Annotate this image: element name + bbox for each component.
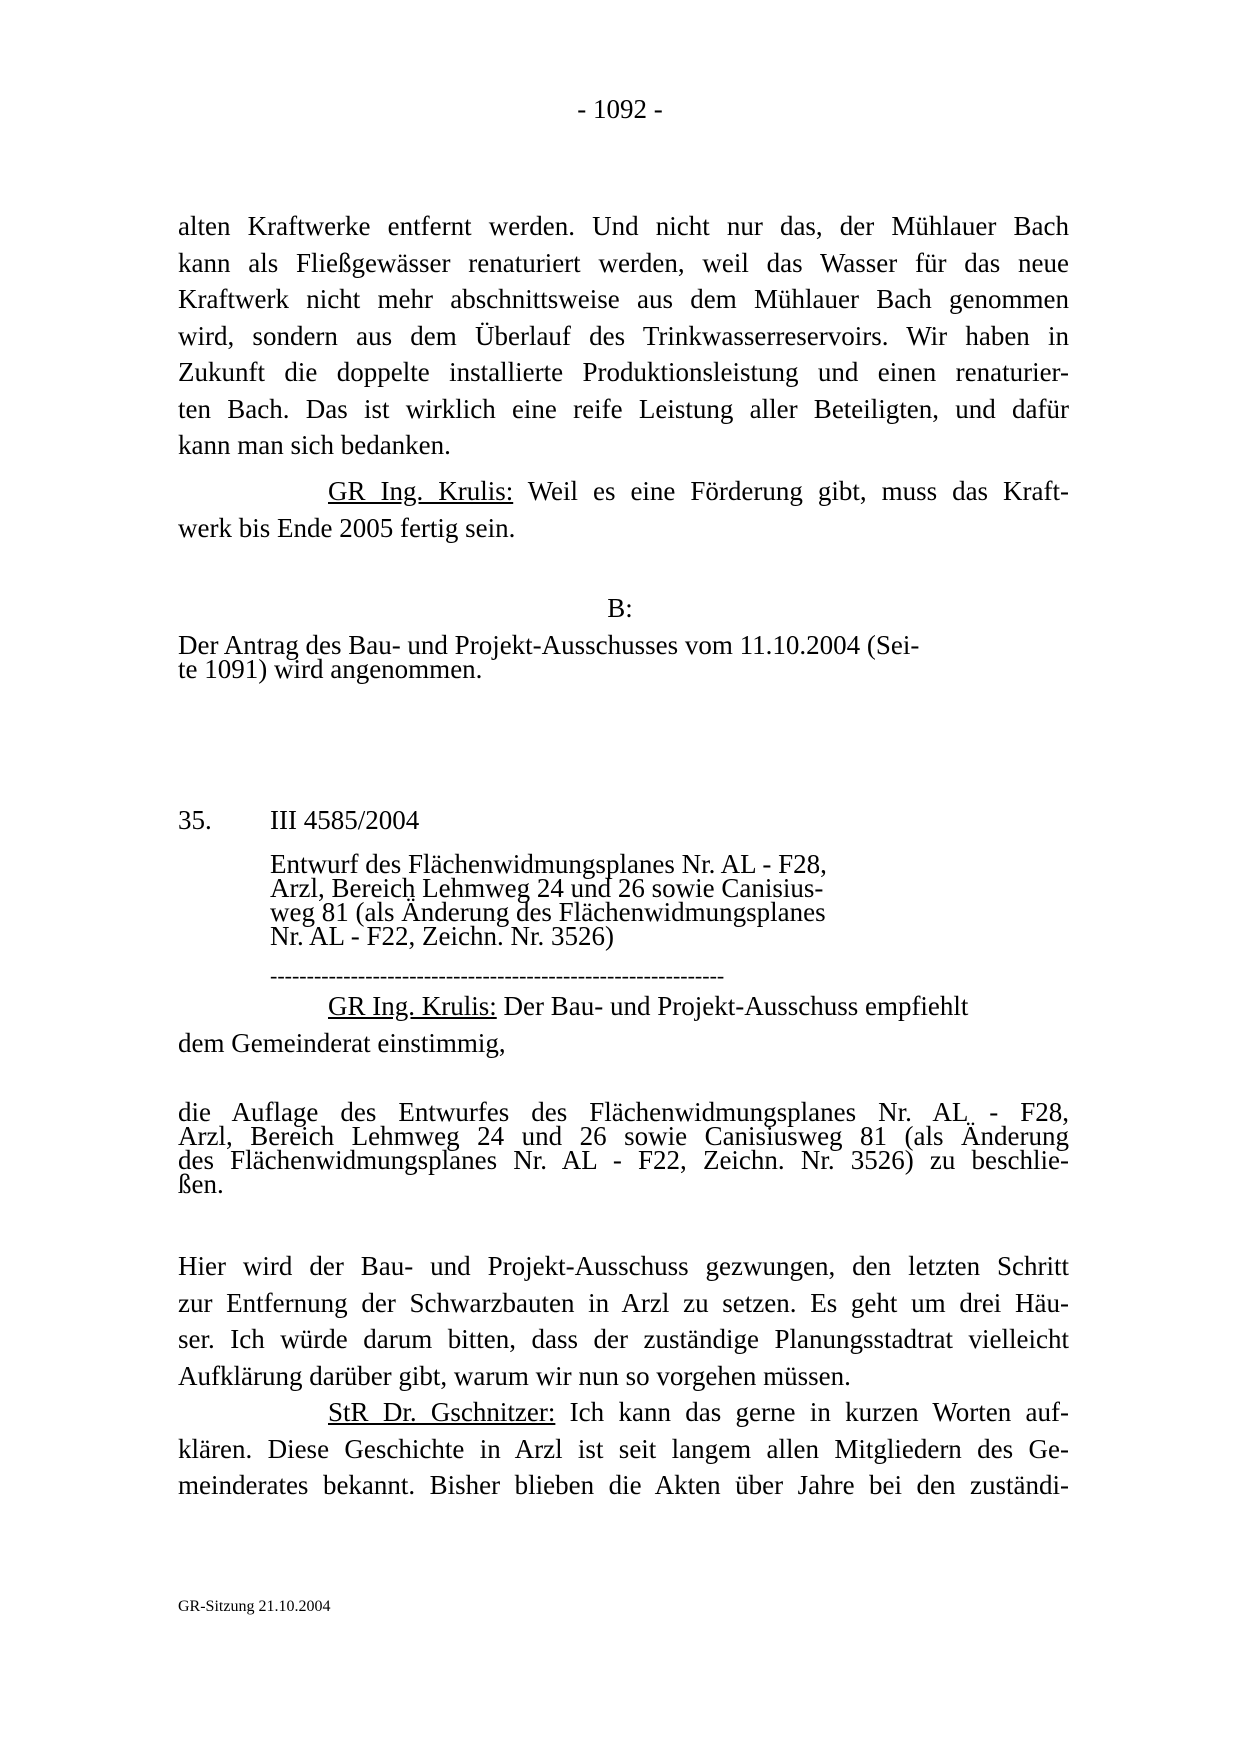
text-line: kann als Fließgewässer renaturiert werden, weil das Wasser für das neue (178, 247, 1069, 278)
text-line: zur Entfernung der Schwarzbauten in Arzl zu setzen. Es geht um drei Häu- (178, 1287, 1069, 1318)
text-line: Aufklärung darüber gibt, warum wir nun so vorgehen müssen. (178, 1360, 851, 1391)
speaker-name: GR Ing. Krulis: (328, 476, 514, 506)
title-line: Arzl, Bereich Lehmweg 24 und 26 sowie Canisius- (270, 873, 824, 903)
page-number: - 1092 - (577, 94, 663, 124)
paragraph-gschnitzer (178, 1394, 1069, 1504)
text-line: ßen. (178, 1169, 224, 1199)
text-line (178, 473, 1069, 510)
text-line (178, 988, 1069, 1025)
page-footer: GR-Sitzung 21.10.2004 (178, 1598, 331, 1615)
text-line: meinderates bekannt. Bisher blieben die Akten über Jahre bei den zuständi- (178, 1470, 1069, 1500)
resolution-text (178, 1097, 1069, 1199)
text-line: Arzl, Bereich Lehmweg 24 und 26 sowie Canisiusweg 81 (als Änderung (178, 1121, 1069, 1151)
section-b-decision (178, 630, 978, 684)
title-line: Entwurf des Flächenwidmungsplanes Nr. AL - F28, (270, 849, 827, 879)
title-line: Nr. AL - F22, Zeichn. Nr. 3526) (270, 921, 614, 951)
text-line: Der Antrag des Bau- und Projekt-Ausschusses vom 11.10.2004 (Sei- (178, 630, 920, 660)
text-line: Kraftwerk nicht mehr abschnittsweise aus dem Mühlauer Bach genommen (178, 284, 1069, 314)
paragraph-krulis-2 (178, 988, 1069, 1061)
speech-text: Ich kann das gerne in kurzen Worten auf- (555, 1397, 1069, 1427)
text-line: des Flächenwidmungsplanes Nr. AL - F22, Zeichn. Nr. 3526) zu beschlie- (178, 1145, 1069, 1175)
paragraph-statement (178, 1248, 1069, 1394)
paragraph-continuation (178, 208, 1069, 464)
speaker-name: StR Dr. Gschnitzer: (328, 1397, 556, 1427)
text-line: wird, sondern aus dem Überlauf des Trinkwasserreservoirs. Wir haben in (178, 320, 1069, 351)
text-line: ten Bach. Das ist wirklich eine reife Leistung aller Beteiligten, und dafür (178, 393, 1069, 424)
text-line: werk bis Ende 2005 fertig sein. (178, 512, 516, 543)
text-line: alten Kraftwerke entfernt werden. Und nicht nur das, der Mühlauer Bach (178, 211, 1069, 241)
text-line: klären. Diese Geschichte in Arzl ist seit langem allen Mitgliedern des Ge- (178, 1433, 1069, 1464)
text-line: dem Gemeinderat einstimmig, (178, 1027, 506, 1058)
title-line: weg 81 (als Änderung des Flächenwidmungsplanes (270, 897, 826, 927)
agenda-item-reference: III 4585/2004 (270, 805, 420, 835)
text-line: kann man sich bedanken. (178, 430, 451, 460)
text-line: die Auflage des Entwurfes des Flächenwidmungsplanes Nr. AL - F28, (178, 1097, 1069, 1127)
paragraph-krulis-1 (178, 473, 1069, 546)
title-divider: -------------------------------------------------------------- (270, 963, 725, 988)
speaker-name: GR Ing. Krulis: (328, 991, 497, 1021)
text-line: Hier wird der Bau- und Projekt-Ausschuss gezwungen, den letzten Schritt (178, 1251, 1069, 1281)
agenda-item-title (270, 849, 870, 951)
text-line (178, 1394, 1069, 1431)
speech-text: Der Bau- und Projekt-Ausschuss empfiehlt (496, 991, 969, 1021)
text-line: Zukunft die doppelte installierte Produktionsleistung und einen renaturier- (178, 357, 1069, 387)
agenda-item-number: 35. (178, 805, 212, 835)
text-line: te 1091) wird angenommen. (178, 654, 483, 684)
section-b-heading: B: (607, 593, 633, 623)
text-line: ser. Ich würde darum bitten, dass der zuständige Planungsstadtrat vielleicht (178, 1324, 1069, 1354)
speech-text: Weil es eine Förderung gibt, muss das Kraft- (513, 476, 1069, 506)
